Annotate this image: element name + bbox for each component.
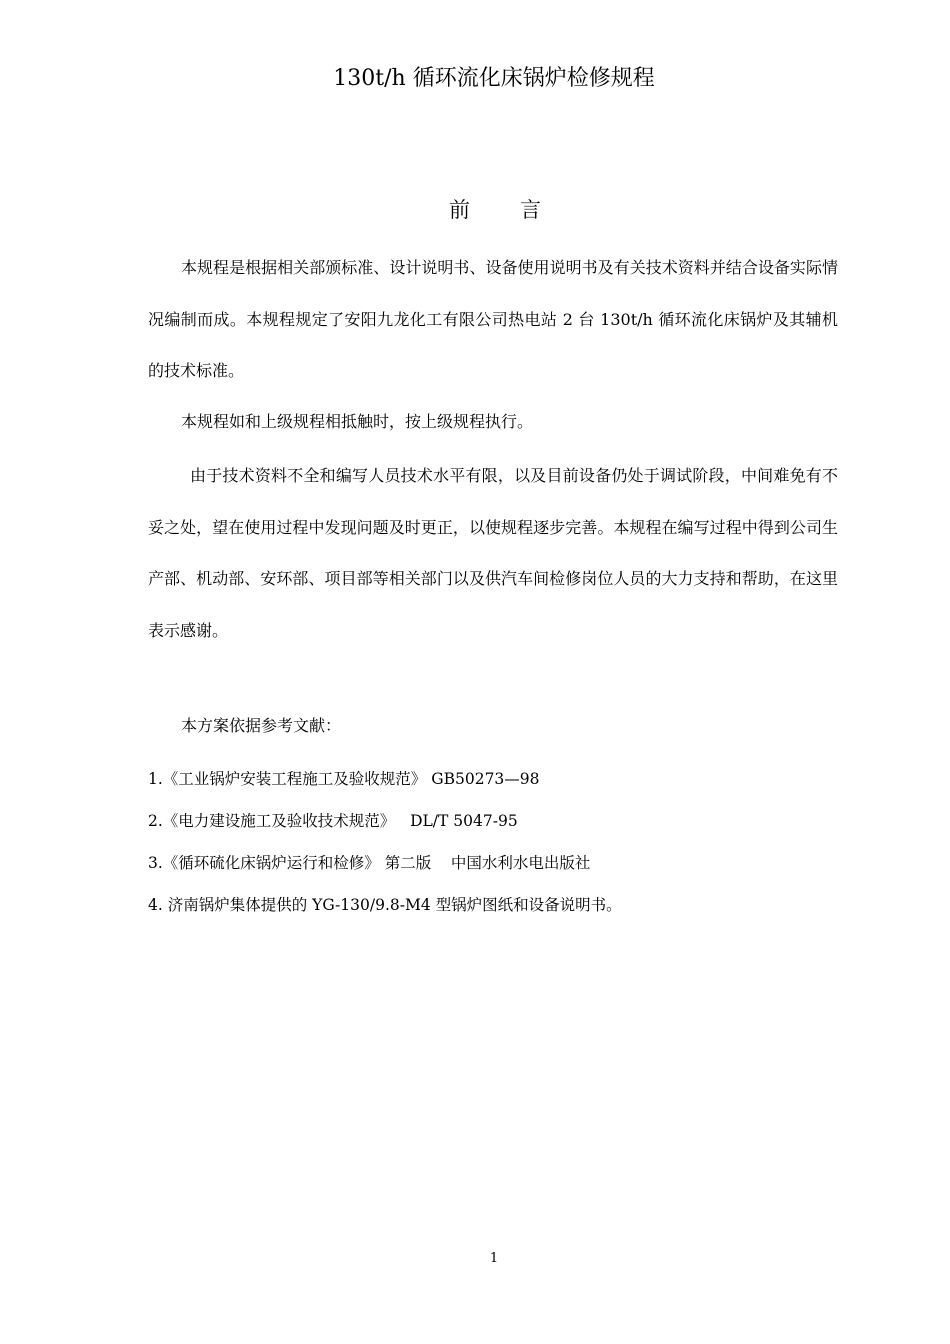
reference-item: 4. 济南锅炉集体提供的 YG-130/9.8-M4 型锅炉图纸和设备说明书。 — [148, 896, 622, 914]
references-intro: 本方案依据参考文献： — [181, 716, 342, 735]
preface-paragraph: 由于技术资料不全和编写人员技术水平有限，以及目前设备仍处于调试阶段，中间难免有不妥之处，望在使用过程中发现问题及时更正，以使规程逐步完善。本规程在编写过程中得到公司生产部、机动部、安环部、项目部等相关部门以及供汽车间检修岗位人员的大力支持和帮助，在这里表示感谢。 — [148, 466, 838, 640]
document-title: 130t/h 循环流化床锅炉检修规程 — [333, 66, 655, 91]
reference-list — [148, 758, 622, 926]
reference-item: 2.《电力建设施工及验收技术规范》 DL/T 5047-95 — [148, 812, 518, 830]
reference-item: 3.《循环硫化床锅炉运行和检修》 第二版 中国水利水电出版社 — [148, 854, 591, 872]
preface-paragraph: 本规程如和上级规程相抵触时，按上级规程执行。 — [181, 412, 534, 431]
page-number: 1 — [489, 1251, 499, 1266]
preface-paragraph: 本规程是根据相关部颁标准、设计说明书、设备使用说明书及有关技术资料并结合设备实际情况编制而成。本规程规定了安阳九龙化工有限公司热电站 2 台 130t/h 循环流化床锅炉及其辅机的技术标准。 — [148, 258, 838, 380]
reference-item: 1.《工业锅炉安装工程施工及验收规范》 GB50273—98 — [148, 770, 540, 788]
preface-heading: 前言 — [449, 198, 591, 222]
